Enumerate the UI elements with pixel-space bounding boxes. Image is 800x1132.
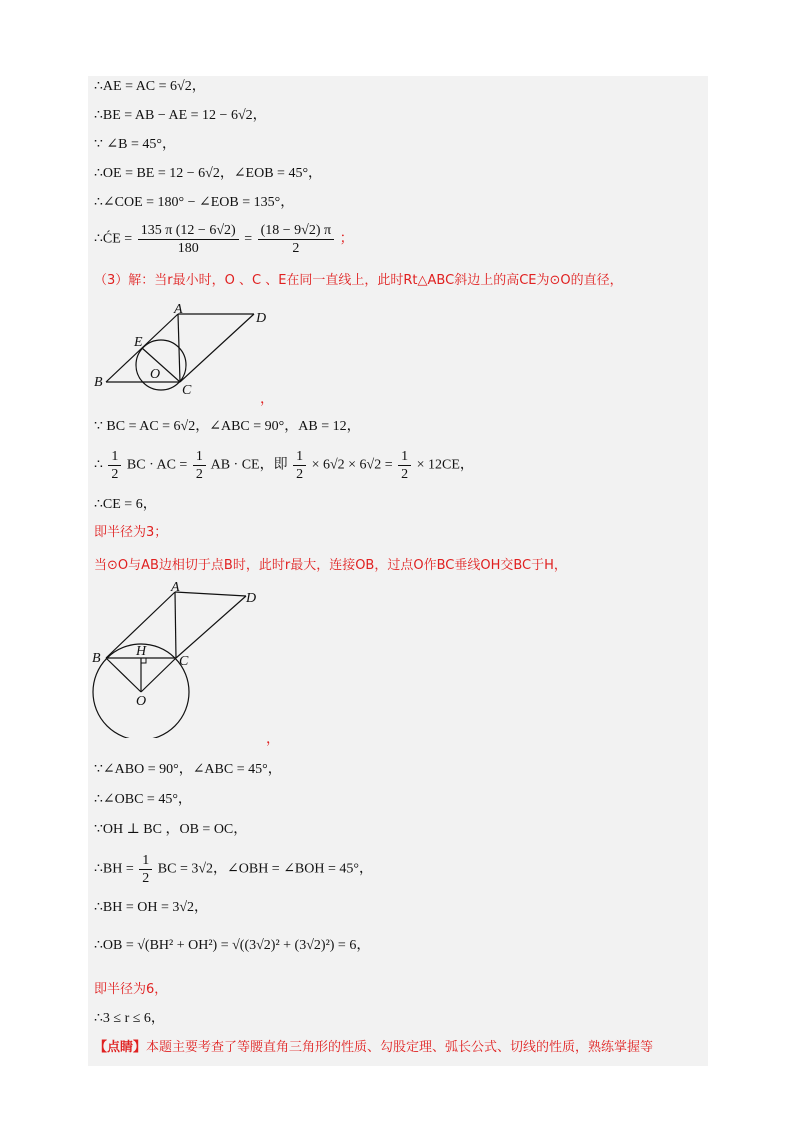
line-range: ∴3 ≤ r ≤ 6， <box>94 1011 165 1026</box>
half-fraction-1 <box>108 448 121 483</box>
fig1-label-c: C <box>182 383 192 398</box>
fig2-label-a: A <box>171 580 180 595</box>
case-max: 当⊙O与AB边相切于点B时，此时r最大，连接OB，过点O作BC垂线OH交BC于H， <box>94 558 567 573</box>
half-fraction-3 <box>293 448 306 483</box>
figure-2-tail: ， <box>266 731 280 747</box>
line-ob: ∴OB = √(BH² + OH²) = √((3√2)² + (3√2)²) = 6， <box>94 938 371 953</box>
half-den: 2 <box>401 467 409 482</box>
fig2-label-d: D <box>246 591 257 606</box>
line-oh-perp: ∵OH ⊥ BC ，OB = OC， <box>94 822 248 837</box>
line-ce: ∴CE = 6， <box>94 497 157 512</box>
area-therefore: ∴ <box>94 457 103 473</box>
arc-denominator-2: 2 <box>292 241 300 256</box>
line-be: ∴BE = AB − AE = 12 − 6√2， <box>94 108 267 123</box>
fig2-label-c: C <box>179 654 189 669</box>
half-num: 1 <box>293 448 306 466</box>
fig1-label-d: D <box>256 311 267 326</box>
line-arc-length <box>94 222 354 257</box>
line-oe: ∴OE = BE = 12 − 6√2，∠EOB = 45°， <box>94 166 323 181</box>
fig1-label-o: O <box>150 367 161 382</box>
comment-tag: 【点睛】 <box>94 1040 147 1055</box>
figure-2-tangent-circle <box>88 578 288 738</box>
fig1-label-b: B <box>94 375 103 390</box>
figure-1-tail: ， <box>260 391 274 407</box>
arc-fraction-1 <box>138 222 239 257</box>
bh-rhs: BC = 3√2，∠OBH = ∠BOH = 45°， <box>157 861 373 877</box>
half-den: 2 <box>296 467 304 482</box>
line-angle-b: ∵ ∠B = 45°， <box>94 137 176 152</box>
line-angle-obc: ∴∠OBC = 45°， <box>94 792 192 807</box>
half-num: 1 <box>193 448 206 466</box>
fig2-label-h: H <box>136 644 147 659</box>
figure-1-rhombus-circle <box>88 300 288 400</box>
arc-end: ； <box>339 231 354 247</box>
fig2-label-o: O <box>136 694 147 709</box>
half-fraction-5 <box>139 852 152 887</box>
area-part-1: BC · AC = <box>126 457 188 473</box>
line-ae-ac: ∴AE = AC = 6√2， <box>94 79 206 94</box>
arc-denominator-1: 180 <box>177 241 199 256</box>
half-den: 2 <box>195 467 203 482</box>
half-fraction-4 <box>398 448 411 483</box>
arc-lhs: ∴ĆE = <box>94 231 133 247</box>
line-bc-ac: ∵ BC = AC = 6√2，∠ABC = 90°，AB = 12， <box>94 419 361 434</box>
half-fraction-2 <box>193 448 206 483</box>
line-bh <box>94 852 373 887</box>
area-part-2: AB · CE，即 <box>210 457 288 473</box>
half-den: 2 <box>111 467 119 482</box>
line-bh-oh: ∴BH = OH = 3√2， <box>94 900 209 915</box>
arc-numerator-1: 135 π (12 − 6√2) <box>138 222 239 240</box>
arc-equals: = <box>244 231 253 247</box>
arc-fraction-2 <box>258 222 334 257</box>
fig1-label-a: A <box>174 302 183 317</box>
half-num: 1 <box>108 448 121 466</box>
radius-min: 即半径为3； <box>94 525 168 540</box>
line-angle-coe: ∴∠COE = 180° − ∠EOB = 135°， <box>94 195 295 210</box>
line-angle-abo: ∵∠ABO = 90°，∠ABC = 45°， <box>94 762 282 777</box>
area-part-4: × 12CE， <box>416 457 474 473</box>
fig1-label-e: E <box>134 335 143 350</box>
part3-heading: （3）解：当r最小时，O 、C 、E在同一直线上，此时Rt△ABC斜边上的高CE为⊙O的直径， <box>94 273 623 288</box>
comment-text: 本题主要考查了等腰直角三角形的性质、勾股定理、弧长公式、切线的性质，熟练掌握等 <box>146 1040 654 1055</box>
half-num: 1 <box>139 852 152 870</box>
fig2-label-b: B <box>92 651 101 666</box>
bh-lhs: ∴BH = <box>94 861 134 877</box>
radius-max: 即半径为6， <box>94 982 168 997</box>
half-den: 2 <box>142 871 150 886</box>
half-num: 1 <box>398 448 411 466</box>
area-part-3: × 6√2 × 6√2 = <box>311 457 393 473</box>
comment-line <box>94 1038 653 1058</box>
arc-numerator-2: (18 − 9√2) π <box>258 222 334 240</box>
line-area-equation <box>94 448 474 483</box>
